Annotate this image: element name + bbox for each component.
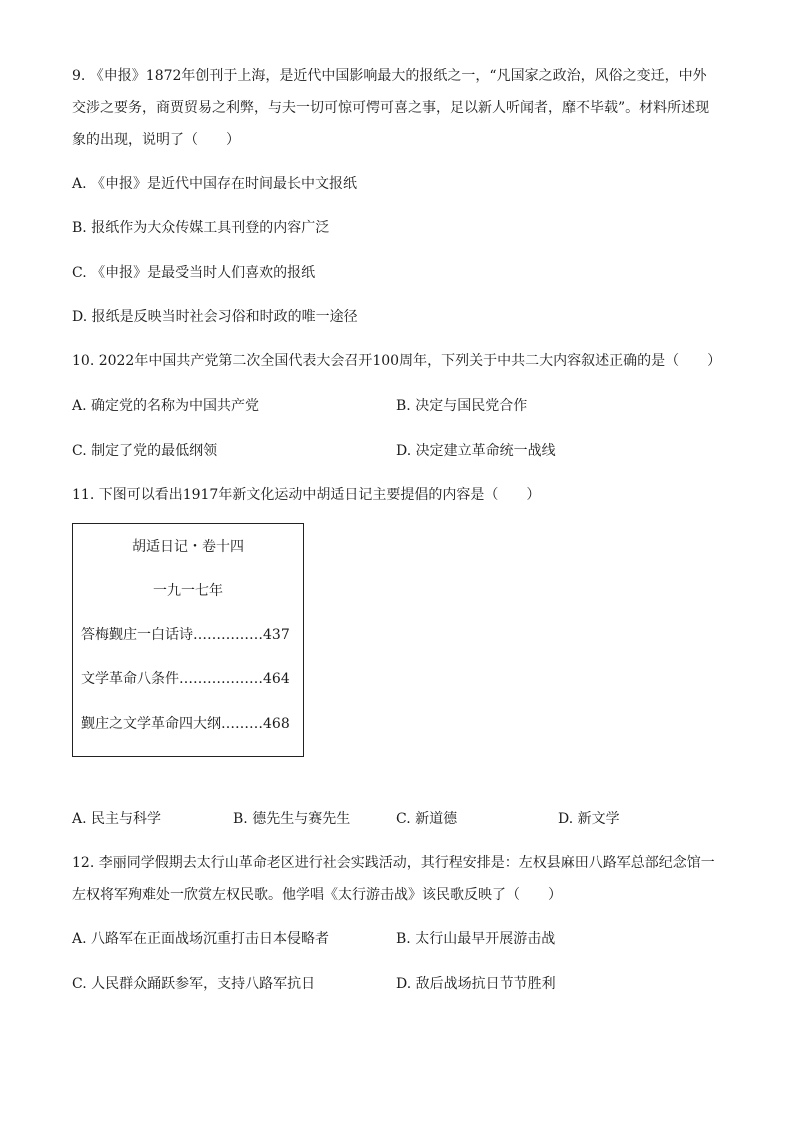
q9-option-c: C. 《申报》是最受当时人们喜欢的报纸 xyxy=(72,265,316,281)
q12-option-a: A. 八路军在正面战场沉重打击日本侵略者 xyxy=(72,931,330,947)
q9-stem-line-3: 象的出现，说明了（ ） xyxy=(72,132,240,148)
q11-stem: 11. 下图可以看出1917年新文化运动中胡适日记主要提倡的内容是（ ） xyxy=(72,487,541,503)
q9-option-b: B. 报纸作为大众传媒工具刊登的内容广泛 xyxy=(72,220,330,236)
q12-option-c: C. 人民群众踊跃参军，支持八路军抗日 xyxy=(72,976,316,992)
q9-stem-line-2: 交涉之要务，商贾贸易之利弊，与夫一切可惊可愕可喜之事，足以新人听闻者，靡不毕载”。材料所述现 xyxy=(72,100,710,116)
q10-option-d: D. 决定建立革命统一战线 xyxy=(396,443,556,459)
q9-option-d: D. 报纸是反映当时社会习俗和时政的唯一途径 xyxy=(72,309,358,325)
q12-option-b: B. 太行山最早开展游击战 xyxy=(396,931,556,947)
q10-option-a: A. 确定党的名称为中国共产党 xyxy=(72,398,260,414)
hu-shi-diary-contents-box xyxy=(72,523,304,757)
q12-stem-line-2: 左权将军殉难处一欣赏左权民歌。他学唱《太行游击战》该民歌反映了（ ） xyxy=(72,887,562,903)
diary-entry-3: 觐庄之文学革命四大纲………468 xyxy=(81,716,290,732)
diary-title: 胡适日记・卷十四 xyxy=(132,539,244,555)
q9-option-a: A. 《申报》是近代中国存在时间最长中文报纸 xyxy=(72,176,358,192)
q10-stem: 10. 2022年中国共产党第二次全国代表大会召开100周年，下列关于中共二大内容叙述正确的是（ ） xyxy=(72,353,722,369)
diary-entry-2: 文学革命八条件………………464 xyxy=(81,671,290,687)
q11-option-a: A. 民主与科学 xyxy=(72,811,162,827)
q10-option-b: B. 决定与国民党合作 xyxy=(396,398,528,414)
diary-entry-1: 答梅觐庄一白话诗……………437 xyxy=(81,627,290,643)
q12-option-d: D. 敌后战场抗日节节胜利 xyxy=(396,976,556,992)
q11-option-d: D. 新文学 xyxy=(558,811,620,827)
q10-option-c: C. 制定了党的最低纲领 xyxy=(72,443,218,459)
q11-option-b: B. 德先生与赛先生 xyxy=(233,811,351,827)
q12-stem-line-1: 12. 李丽同学假期去太行山革命老区进行社会实践活动，其行程安排是：左权县麻田八路军总部纪念馆一 xyxy=(72,855,715,871)
q11-option-c: C. 新道德 xyxy=(396,811,458,827)
diary-year: 一九一七年 xyxy=(153,583,223,599)
q9-stem-line-1: 9. 《申报》1872年创刊于上海，是近代中国影响最大的报纸之一，“凡国家之政治，风俗之变迁，中外 xyxy=(72,68,707,84)
